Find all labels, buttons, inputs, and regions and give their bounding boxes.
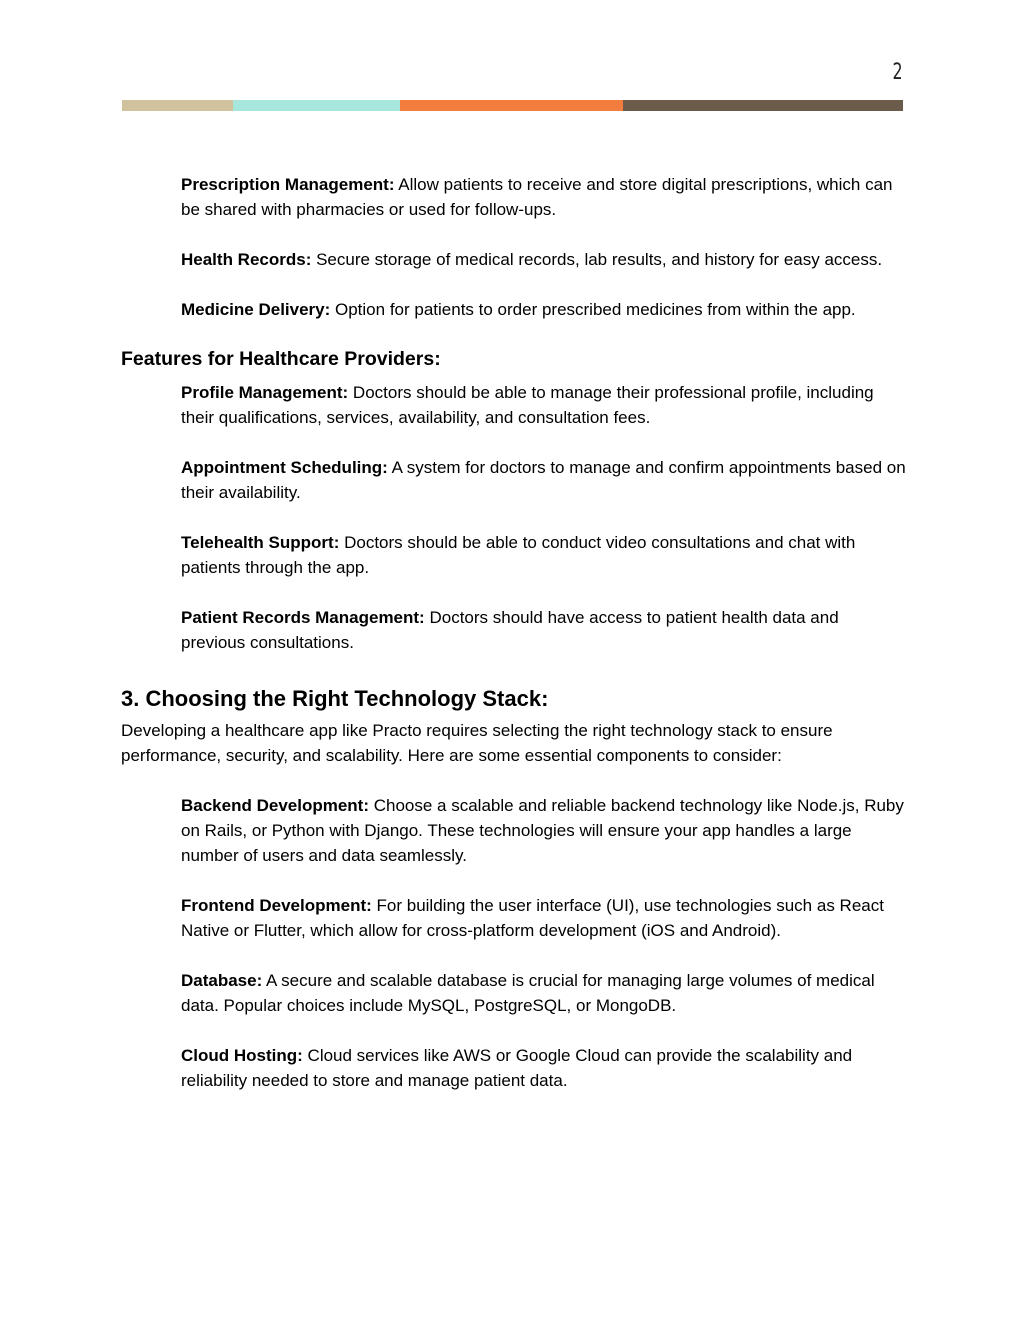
feature-text: Doctors should have access to patient health data and previous consultations.: [181, 608, 839, 652]
feature-item: [181, 530, 906, 580]
tech-title: Frontend Development:: [181, 896, 372, 915]
feature-text: Allow patients to receive and store digital prescriptions, which can be shared with pharmacies or used for follow-ups.: [181, 175, 893, 219]
feature-text: Secure storage of medical records, lab results, and history for easy access.: [311, 250, 883, 269]
feature-title: Medicine Delivery:: [181, 300, 331, 319]
tech-title: Database:: [181, 971, 263, 990]
feature-item: [181, 172, 906, 222]
feature-item: [181, 605, 906, 655]
feature-text: Doctors should be able to conduct video consultations and chat with patients through the app.: [181, 533, 856, 577]
feature-text: A system for doctors to manage and confirm appointments based on their availability.: [181, 458, 906, 502]
tech-item: [181, 793, 906, 868]
feature-text: Option for patients to order prescribed medicines from within the app.: [330, 300, 856, 319]
feature-item: [181, 380, 906, 430]
feature-title: Health Records:: [181, 250, 312, 269]
tech-item: [181, 968, 906, 1018]
feature-item: [181, 247, 906, 272]
tech-title: Backend Development:: [181, 796, 369, 815]
tech-text: Cloud services like AWS or Google Cloud can provide the scalability and reliability needed to store and manage patient data.: [181, 1046, 853, 1090]
tech-text: A secure and scalable database is crucial for managing large volumes of medical data. Popular choices include MySQL, PostgreSQL, or MongoDB.: [181, 971, 875, 1015]
tech-stack-list: [121, 793, 906, 1093]
tech-text: For building the user interface (UI), use technologies such as React Native or Flutter, which allow for cross-platform development (iOS and Android).: [181, 896, 884, 940]
feature-title: Appointment Scheduling:: [181, 458, 388, 477]
tech-item: [181, 893, 906, 943]
tech-text: Choose a scalable and reliable backend technology like Node.js, Ruby on Rails, or Python with Django. These technologies will ensure your app handles a large number of users and data seamlessly.: [181, 796, 904, 865]
color-band-segment-tan: [122, 100, 233, 111]
feature-item: [181, 455, 906, 505]
feature-title: Patient Records Management:: [181, 608, 425, 627]
color-band-segment-aqua: [233, 100, 400, 111]
section-heading: 3. Choosing the Right Technology Stack:: [121, 686, 549, 711]
feature-text: Doctors should be able to manage their professional profile, including their qualifications, services, availability, and consultation fees.: [181, 383, 874, 427]
feature-item: [181, 297, 906, 322]
color-band-segment-brown: [623, 100, 903, 111]
document-body: [121, 172, 906, 1093]
patient-features-list: [121, 172, 906, 322]
feature-title: Telehealth Support:: [181, 533, 340, 552]
header-color-band: [122, 100, 903, 111]
provider-features-list: [121, 380, 906, 655]
section-intro: Developing a healthcare app like Practo requires selecting the right technology stack to ensure performance, security, and scalability. Here are some essential components to consider:: [121, 721, 833, 765]
tech-title: Cloud Hosting:: [181, 1046, 303, 1065]
page-number: 2: [892, 60, 903, 85]
tech-item: [181, 1043, 906, 1093]
color-band-segment-orange: [400, 100, 623, 111]
feature-title: Profile Management:: [181, 383, 349, 402]
feature-title: Prescription Management:: [181, 175, 395, 194]
providers-heading: Features for Healthcare Providers:: [121, 348, 441, 370]
